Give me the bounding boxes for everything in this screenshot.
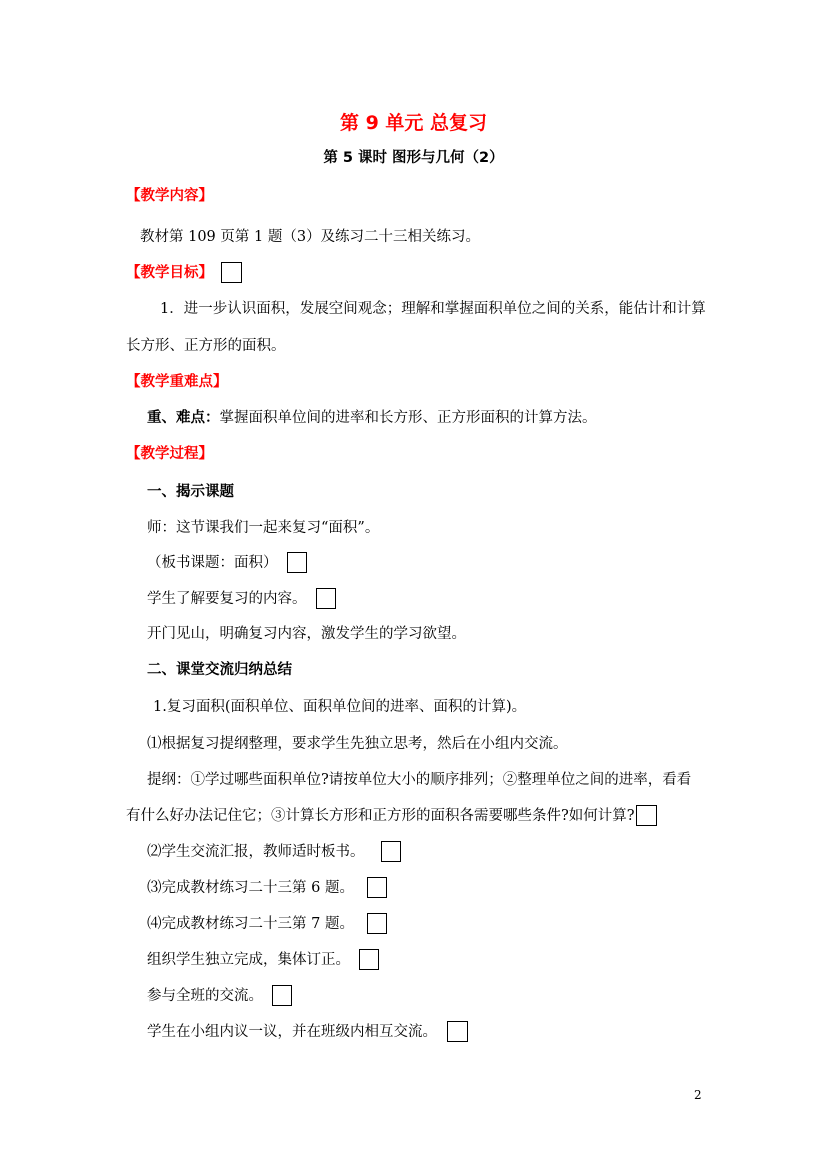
paragraph-4: 开门见山，明确复习内容，激发学生的学习欲望。 [147, 626, 466, 642]
heading-teaching-content: 【教学内容】 [126, 188, 213, 204]
paragraph-2: （板书课题：面积） [147, 555, 278, 571]
paragraph-8: ⑵学生交流汇报，教师适时板书。 [147, 844, 365, 860]
placeholder-box [636, 805, 657, 826]
paragraph-10: ⑷完成教材练习二十三第 7 题。 [147, 916, 354, 932]
key-points-label: 重、难点： [147, 410, 220, 426]
paragraph-1: 师：这节课我们一起来复习“面积”。 [147, 520, 380, 536]
paragraph-11: 组织学生独立完成，集体订正。 [147, 952, 350, 968]
placeholder-box [359, 949, 379, 970]
heading-key-points: 【教学重难点】 [126, 374, 228, 390]
paragraph-7-line-2: 有什么好办法记住它；③计算长方形和正方形的面积各需要哪些条件?如何计算? [126, 808, 635, 824]
paragraph-13: 学生在小组内议一议，并在班级内相互交流。 [147, 1024, 437, 1040]
paragraph-9: ⑶完成教材练习二十三第 6 题。 [147, 880, 354, 896]
placeholder-box [367, 913, 387, 934]
part2-heading: 二、课堂交流归纳总结 [147, 662, 292, 678]
paragraph-7-line-1: 提纲：①学过哪些面积单位?请按单位大小的顺序排列；②整理单位之间的进率，看看 [147, 772, 692, 788]
key-points-paragraph [147, 407, 597, 429]
paragraph-3: 学生了解要复习的内容。 [147, 591, 307, 607]
placeholder-box [447, 1021, 468, 1042]
key-points-text: 掌握面积单位间的进率和长方形、正方形面积的计算方法。 [219, 410, 597, 426]
paragraph-12: 参与全班的交流。 [147, 988, 263, 1004]
paragraph-5: 1.复习面积(面积单位、面积单位间的进率、面积的计算)。 [153, 699, 527, 715]
part1-heading: 一、揭示课题 [147, 484, 234, 500]
paragraph-6: ⑴根据复习提纲整理，要求学生先独立思考，然后在小组内交流。 [147, 736, 568, 752]
page-number: 2 [694, 1088, 702, 1102]
goals-line-1: 1．进一步认识面积，发展空间观念；理解和掌握面积单位之间的关系，能估计和计算 [160, 301, 706, 317]
placeholder-box [221, 262, 242, 283]
placeholder-box [316, 588, 336, 609]
content-text: 教材第 109 页第 1 题（3）及练习二十三相关练习。 [140, 229, 481, 245]
placeholder-box [367, 877, 387, 898]
placeholder-box [287, 552, 307, 573]
placeholder-box [272, 985, 292, 1006]
document-title: 第 9 单元 总复习 [339, 112, 488, 134]
document-subtitle: 第 5 课时 图形与几何（2） [323, 150, 504, 166]
heading-teaching-goals: 【教学目标】 [126, 265, 213, 281]
heading-teaching-process: 【教学过程】 [126, 446, 213, 462]
placeholder-box [381, 841, 401, 862]
goals-line-2: 长方形、正方形的面积。 [126, 338, 286, 354]
